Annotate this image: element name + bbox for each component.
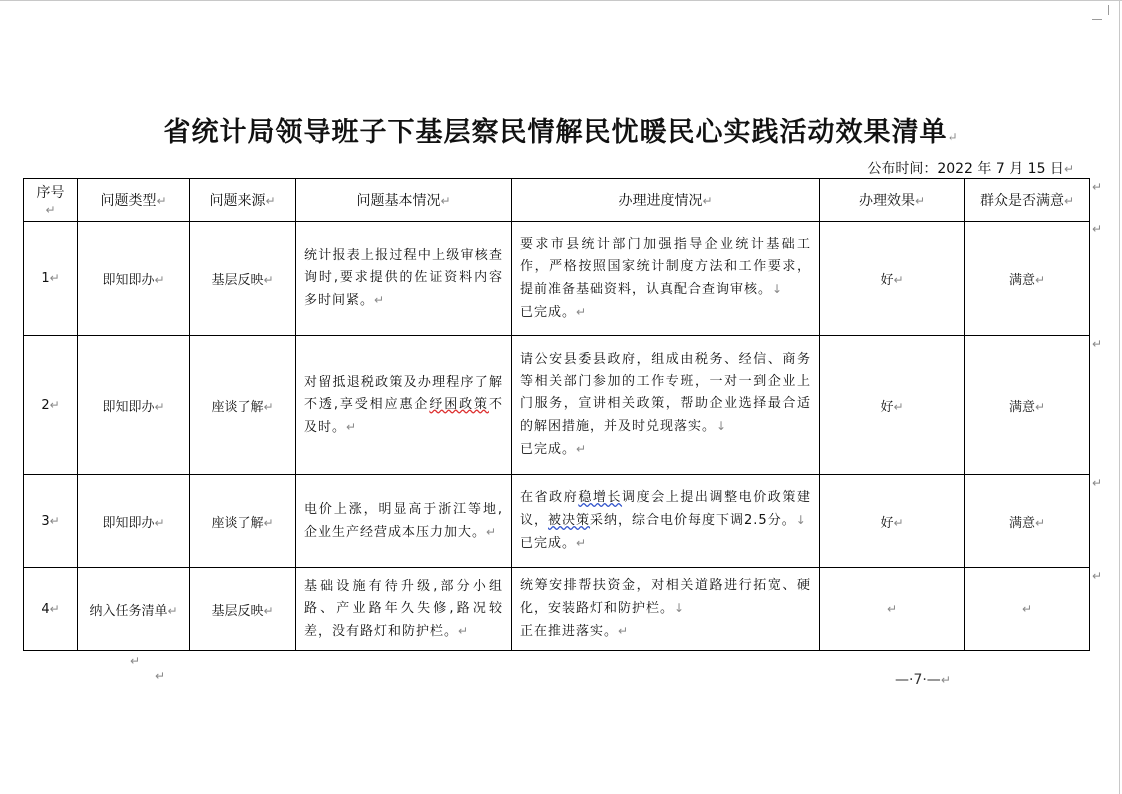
- cell-status: 已完成。↵: [520, 442, 588, 457]
- cell-type: 即知即办↵: [78, 475, 190, 568]
- cell-situation: 统计报表上报过程中上级审核查询时,要求提供的佐证资料内容多时间紧。↵: [296, 222, 512, 336]
- table-row: [24, 336, 1090, 475]
- cell-no: 2↵: [24, 336, 78, 475]
- cell-type: 即知即办↵: [78, 336, 190, 475]
- row-end-mark: ↵: [1092, 337, 1103, 351]
- cell-type: 即知即办↵: [78, 222, 190, 336]
- cell-no: 1↵: [24, 222, 78, 336]
- cell-situation: 基础设施有待升级,部分小组路、产业路年久失修,路况较差，没有路灯和防护栏。↵: [296, 568, 512, 651]
- header-no: 序号↵: [24, 179, 78, 222]
- cell-source: 基层反映↵: [190, 222, 296, 336]
- page-title: 省统计局领导班子下基层察民情解民忧暖民心实践活动效果清单↵: [163, 117, 959, 148]
- cell-no: 3↵: [24, 475, 78, 568]
- cell-effect: ↵: [820, 568, 965, 651]
- corner-mark-right: [1108, 5, 1109, 15]
- results-table: [23, 178, 1090, 651]
- cell-no: 4↵: [24, 568, 78, 651]
- cell-progress: 统筹安排帮扶资金，对相关道路进行拓宽、硬化，安装路灯和防护栏。↓ 正在推进落实。↵: [512, 568, 820, 651]
- cell-satisfied: 满意↵: [965, 222, 1090, 336]
- paragraph-mark: ↵: [155, 669, 166, 683]
- header-source: 问题来源↵: [190, 179, 296, 222]
- cell-source: 座谈了解↵: [190, 336, 296, 475]
- cell-situation: 对留抵退税政策及办理程序了解不透,享受相应惠企纾困政策不及时。↵: [296, 336, 512, 475]
- table-row: [24, 222, 1090, 336]
- cell-progress: 在省政府稳增长调度会上提出调整电价政策建议，被决策采纳，综合电价每度下调2.5分。↓ 已完成。↵: [512, 475, 820, 568]
- cell-effect: 好↵: [820, 222, 965, 336]
- corner-mark-left: [1092, 5, 1102, 20]
- header-satisfied: 群众是否满意↵: [965, 179, 1090, 222]
- row-end-mark: ↵: [1092, 180, 1103, 194]
- row-end-mark: ↵: [1092, 569, 1103, 583]
- cell-situation: 电价上涨，明显高于浙江等地,企业生产经营成本压力加大。↵: [296, 475, 512, 568]
- page-number: —·7·—↵: [895, 672, 951, 688]
- cell-effect: 好↵: [820, 475, 965, 568]
- cell-status: 已完成。↵: [520, 304, 588, 320]
- cell-effect: 好↵: [820, 336, 965, 475]
- cell-satisfied: 满意↵: [965, 475, 1090, 568]
- cell-progress: 请公安县委县政府，组成由税务、经信、商务等相关部门参加的工作专班，一对一到企业上门服务，宣讲相关政策，帮助企业选择最合适的解困措施，并及时兑现落实。↓ 已完成。↵: [512, 336, 820, 475]
- publish-date: 公布时间：2022 年 7 月 15 日↵: [867, 161, 1074, 177]
- header-type: 问题类型↵: [78, 179, 190, 222]
- cell-satisfied: ↵: [965, 568, 1090, 651]
- cell-status: 正在推进落实。↵: [520, 624, 630, 639]
- cell-satisfied: 满意↵: [965, 336, 1090, 475]
- header-progress: 办理进度情况↵: [512, 179, 820, 222]
- cell-progress: 要求市县统计部门加强指导企业统计基础工作，严格按照国家统计制度方法和工作要求，提前准备基础资料，认真配合查询审核。↓ 已完成。↵: [512, 222, 820, 336]
- header-effect: 办理效果↵: [820, 179, 965, 222]
- cell-type: 纳入任务清单↵: [78, 568, 190, 651]
- row-end-mark: ↵: [1092, 222, 1103, 236]
- table-header-row: [24, 179, 1090, 222]
- cell-source: 基层反映↵: [190, 568, 296, 651]
- page-top-border: [0, 0, 1122, 1]
- row-end-mark: ↵: [1092, 476, 1103, 490]
- table-row: [24, 475, 1090, 568]
- cell-status: 已完成。↵: [520, 536, 588, 551]
- paragraph-mark: ↵: [130, 654, 141, 668]
- table-row: [24, 568, 1090, 651]
- header-situation: 问题基本情况↵: [296, 179, 512, 222]
- cell-source: 座谈了解↵: [190, 475, 296, 568]
